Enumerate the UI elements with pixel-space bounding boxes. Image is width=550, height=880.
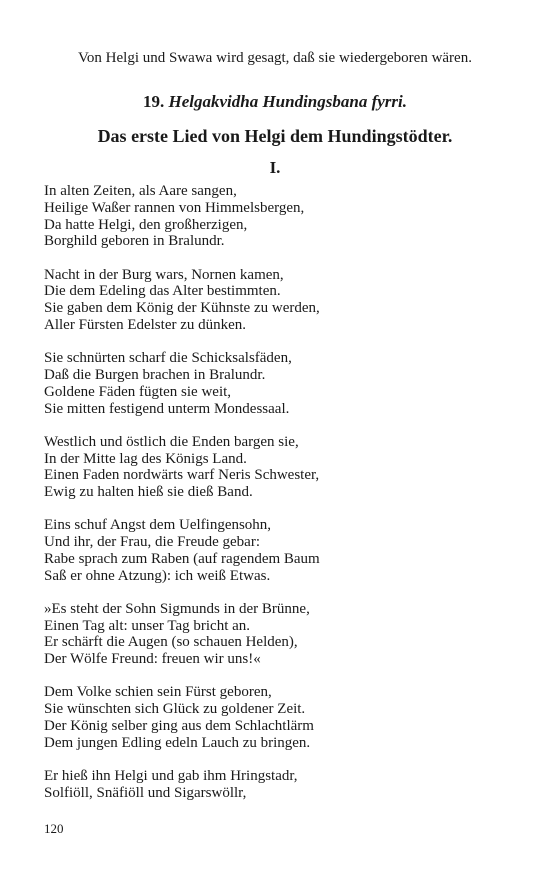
verse-line: Er hieß ihn Helgi und gab ihm Hringstadr, <box>44 768 298 785</box>
verse-line: Solfiöll, Snäfiöll und Sigarswöllr, <box>44 784 247 801</box>
verse-line: Sie gaben dem König der Kühnste zu werden, <box>44 300 320 317</box>
verse-line: Da hatte Helgi, den großherzigen, <box>44 216 248 233</box>
verse-line: »Es steht der Sohn Sigmunds in der Brünne, <box>44 600 310 617</box>
stanza <box>44 601 524 668</box>
verse-line: Dem jungen Edling edeln Lauch zu bringen. <box>44 734 311 751</box>
verse-line: Daß die Burgen brachen in Bralundr. <box>44 366 266 383</box>
verse-line: Sie wünschten sich Glück zu goldener Zeit. <box>44 701 306 718</box>
poem-name: Helgakvidha Hundingsbana fyrri. <box>168 92 407 111</box>
verse-line: Dem Volke schien sein Fürst geboren, <box>44 684 272 701</box>
stanza <box>44 517 524 584</box>
verse-line: Nacht in der Burg wars, Nornen kamen, <box>44 266 284 283</box>
verse-line: Rabe sprach zum Raben (auf ragendem Baum <box>44 550 320 567</box>
stanza <box>44 684 524 751</box>
verse-line: Einen Faden nordwärts warf Neris Schwester, <box>44 467 320 484</box>
poem-subtitle: Das erste Lied von Helgi dem Hundingstödter. <box>97 126 453 146</box>
verse-line: Eins schuf Angst dem Uelfingensohn, <box>44 517 272 534</box>
verse-line: Borghild geboren in Bralundr. <box>44 233 225 250</box>
verse-line: Heilige Waßer rannen von Himmelsbergen, <box>44 199 305 216</box>
verse-line: Der König selber ging aus dem Schlachtlärm <box>44 718 314 735</box>
verse-line: Sie schnürten scharf die Schicksalsfäden, <box>44 350 292 367</box>
verse-line: Die dem Edeling das Alter bestimmten. <box>44 283 281 300</box>
stanza <box>44 267 524 334</box>
verse-line: Ewig zu halten hieß sie dieß Band. <box>44 484 253 501</box>
verse-line: Und ihr, der Frau, die Freude gebar: <box>44 534 260 551</box>
stanza <box>44 768 524 802</box>
section-heading: I. <box>269 158 281 177</box>
page-number: 120 <box>44 821 64 836</box>
verse-line: In alten Zeiten, als Aare sangen, <box>44 183 237 199</box>
verse-line: Der Wölfe Freund: freuen wir uns!« <box>44 651 261 668</box>
stanza <box>44 434 524 501</box>
poem-title <box>0 91 550 113</box>
poem-number: 19. <box>142 92 165 111</box>
stanza <box>44 183 524 250</box>
poem-body <box>44 183 524 818</box>
verse-line: Westlich und östlich die Enden bargen sie, <box>44 433 299 450</box>
verse-line: Einen Tag alt: unser Tag bricht an. <box>44 617 251 634</box>
stanza <box>44 350 524 417</box>
verse-line: Goldene Fäden fügten sie weit, <box>44 383 232 400</box>
verse-line: Sie mitten festigend unterm Mondessaal. <box>44 400 290 417</box>
intro-line: Von Helgi und Swawa wird gesagt, daß sie wiedergeboren wären. <box>78 50 472 66</box>
verse-line: In der Mitte lag des Königs Land. <box>44 450 247 467</box>
verse-line: Aller Fürsten Edelster zu dünken. <box>44 316 247 333</box>
verse-line: Er schärft die Augen (so schauen Helden), <box>44 634 298 651</box>
verse-line: Saß er ohne Atzung): ich weiß Etwas. <box>44 567 271 584</box>
